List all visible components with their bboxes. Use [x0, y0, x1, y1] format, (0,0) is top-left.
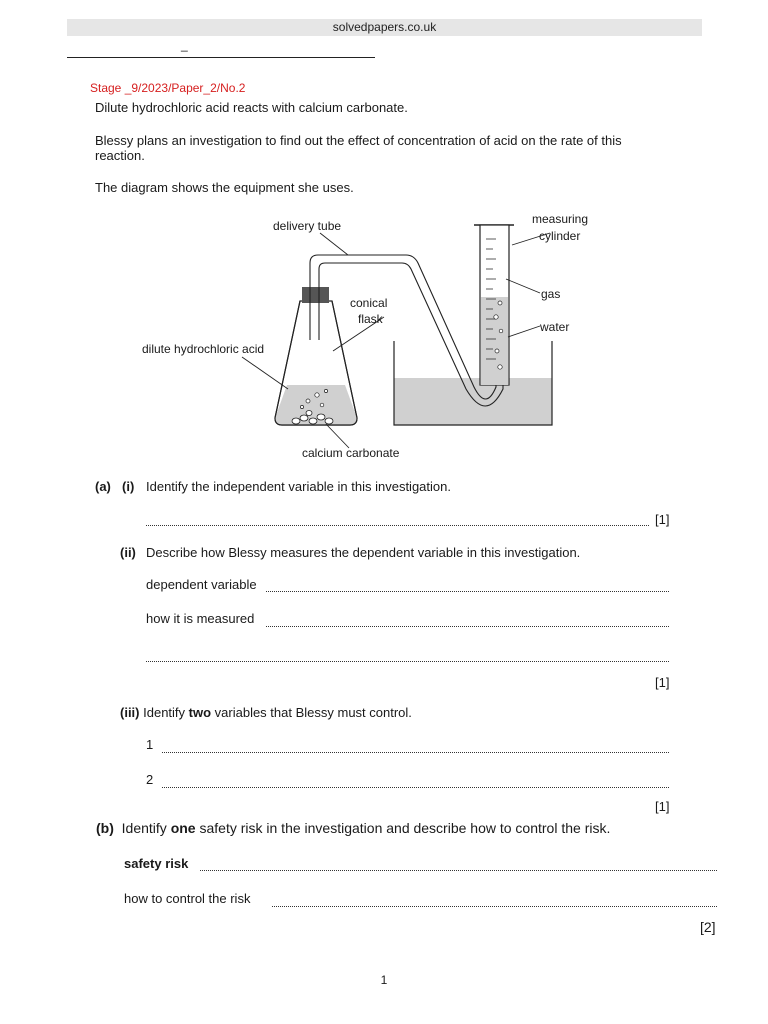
part-a-iii-text-pre: Identify: [143, 705, 189, 720]
intro-line-2a: Blessy plans an investigation to find out the effect of concentration of acid on the rate of this: [95, 133, 622, 148]
answer-line-safety-risk[interactable]: [200, 870, 717, 871]
answer-line-control-risk[interactable]: [272, 906, 717, 907]
page-number: 1: [380, 973, 388, 987]
part-a-label: (a): [95, 479, 111, 494]
label-water: water: [540, 320, 570, 334]
part-b-label: (b): [96, 820, 114, 836]
part-a-ii-number: (ii): [120, 545, 136, 560]
answer-line-a-i[interactable]: [146, 525, 649, 526]
intro-line-3: The diagram shows the equipment she uses.: [95, 180, 354, 195]
safety-risk-label: safety risk: [124, 856, 189, 871]
mark-a-ii: [1]: [655, 675, 670, 690]
part-b-question: [96, 820, 610, 836]
mark-a-iii: [1]: [655, 799, 670, 814]
part-a-iii-text-bold: two: [188, 705, 212, 720]
label-flask: flask: [358, 312, 383, 326]
intro-line-1: Dilute hydrochloric acid reacts with calcium carbonate.: [95, 100, 408, 115]
part-a-iii-text-post: variables that Blessy must control.: [211, 705, 412, 720]
label-delivery-tube: delivery tube: [273, 219, 342, 233]
part-a-iii-number: (iii): [120, 705, 140, 720]
part-a-i-number: (i): [122, 479, 135, 494]
control-variable-2-number: 2: [146, 772, 154, 787]
dependent-variable-label: dependent variable: [146, 577, 257, 592]
part-b-text-post: safety risk in the investigation and describe how to control the risk.: [195, 820, 611, 836]
part-b-text-pre: Identify: [121, 820, 171, 836]
part-a-iii-question: [120, 705, 412, 721]
answer-line-control-2[interactable]: [162, 787, 669, 788]
intro-line-2b: reaction.: [95, 148, 145, 163]
label-cylinder: cylinder: [539, 229, 581, 243]
answer-line-how-measured[interactable]: [266, 626, 669, 627]
site-banner: solvedpapers.co.uk: [67, 19, 702, 36]
how-measured-label: how it is measured: [146, 611, 255, 626]
answer-line-how-measured-2[interactable]: [146, 661, 669, 662]
cylinder-water: [481, 297, 509, 385]
part-b-text-bold: one: [170, 820, 196, 836]
answer-line-dependent-variable[interactable]: [266, 591, 669, 592]
control-risk-label: how to control the risk: [124, 891, 251, 906]
mark-b: [2]: [700, 919, 716, 935]
stopper: [302, 287, 329, 303]
label-conical: conical: [350, 296, 388, 310]
header-underscore: _: [181, 38, 188, 52]
label-gas: gas: [541, 287, 561, 301]
label-calcium-carbonate: calcium carbonate: [302, 446, 400, 460]
control-variable-1-number: 1: [146, 737, 154, 752]
part-a-ii-question: Describe how Blessy measures the dependent variable in this investigation.: [146, 545, 581, 560]
mark-a-i: [1]: [655, 512, 670, 527]
apparatus-diagram: [130, 205, 600, 465]
answer-line-control-1[interactable]: [162, 752, 669, 753]
part-a-i-question: Identify the independent variable in this investigation.: [146, 479, 451, 494]
header-rule: [67, 57, 375, 58]
stage-reference: Stage _9/2023/Paper_2/No.2: [90, 81, 246, 95]
label-acid: dilute hydrochloric acid: [142, 342, 265, 356]
label-measuring: measuring: [532, 212, 589, 226]
